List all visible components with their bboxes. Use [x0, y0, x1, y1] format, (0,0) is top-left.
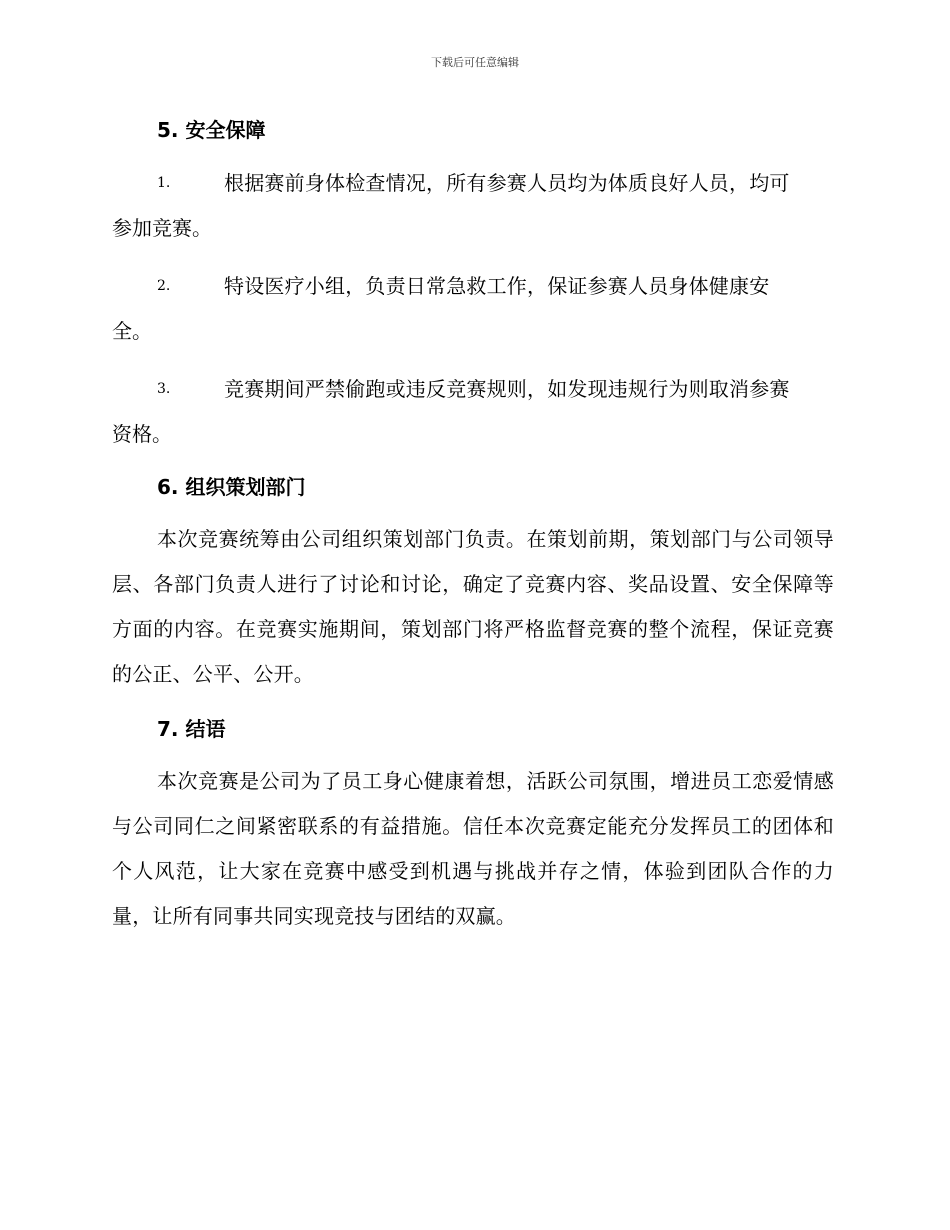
- section-heading-conclusion: 7. 结语: [157, 717, 226, 741]
- paragraph-conclusion: 本次竞赛是公司为了员工身心健康着想，活跃公司氛围，增进员工恋爱情感与公司同仁之间紧密联系的有益措施。信任本次竞赛定能充分发挥员工的团体和个人风范，让大家在竞赛中感受到机遇与挑战并存之情，体验到团队合作的力量，让所有同事共同实现竞技与团结的双赢。: [112, 769, 834, 928]
- list-item: [112, 264, 834, 354]
- list-text-continued: 资格。: [112, 422, 172, 446]
- list-text: 根据赛前身体检查情况，所有参赛人员均为体质良好人员，均可: [224, 171, 790, 195]
- list-text: 竞赛期间严禁偷跑或违反竞赛规则，如发现违规行为则取消参赛: [224, 377, 790, 401]
- list-number: 2.: [157, 278, 171, 294]
- header-note: 下载后可任意编辑: [431, 56, 519, 69]
- section-heading-safety: 5. 安全保障: [157, 118, 266, 142]
- section-heading-organization: 6. 组织策划部门: [157, 475, 306, 499]
- paragraph-organization: 本次竞赛统筹由公司组织策划部门负责。在策划前期，策划部门与公司领导层、各部门负责人进行了讨论和讨论，确定了竞赛内容、奖品设置、安全保障等方面的内容。在竞赛实施期间，策划部门将严格监督竞赛的整个流程，保证竞赛的公正、公平、公开。: [112, 527, 834, 686]
- list-text: 特设医疗小组，负责日常急救工作，保证参赛人员身体健康安: [224, 274, 770, 298]
- list-item: [112, 161, 834, 251]
- list-number: 3.: [157, 381, 171, 397]
- document-body: [112, 112, 834, 939]
- list-number: 1.: [157, 175, 171, 191]
- list-text-continued: 全。: [112, 319, 152, 343]
- list-item: [112, 367, 834, 457]
- list-text-continued: 参加竞赛。: [112, 216, 212, 240]
